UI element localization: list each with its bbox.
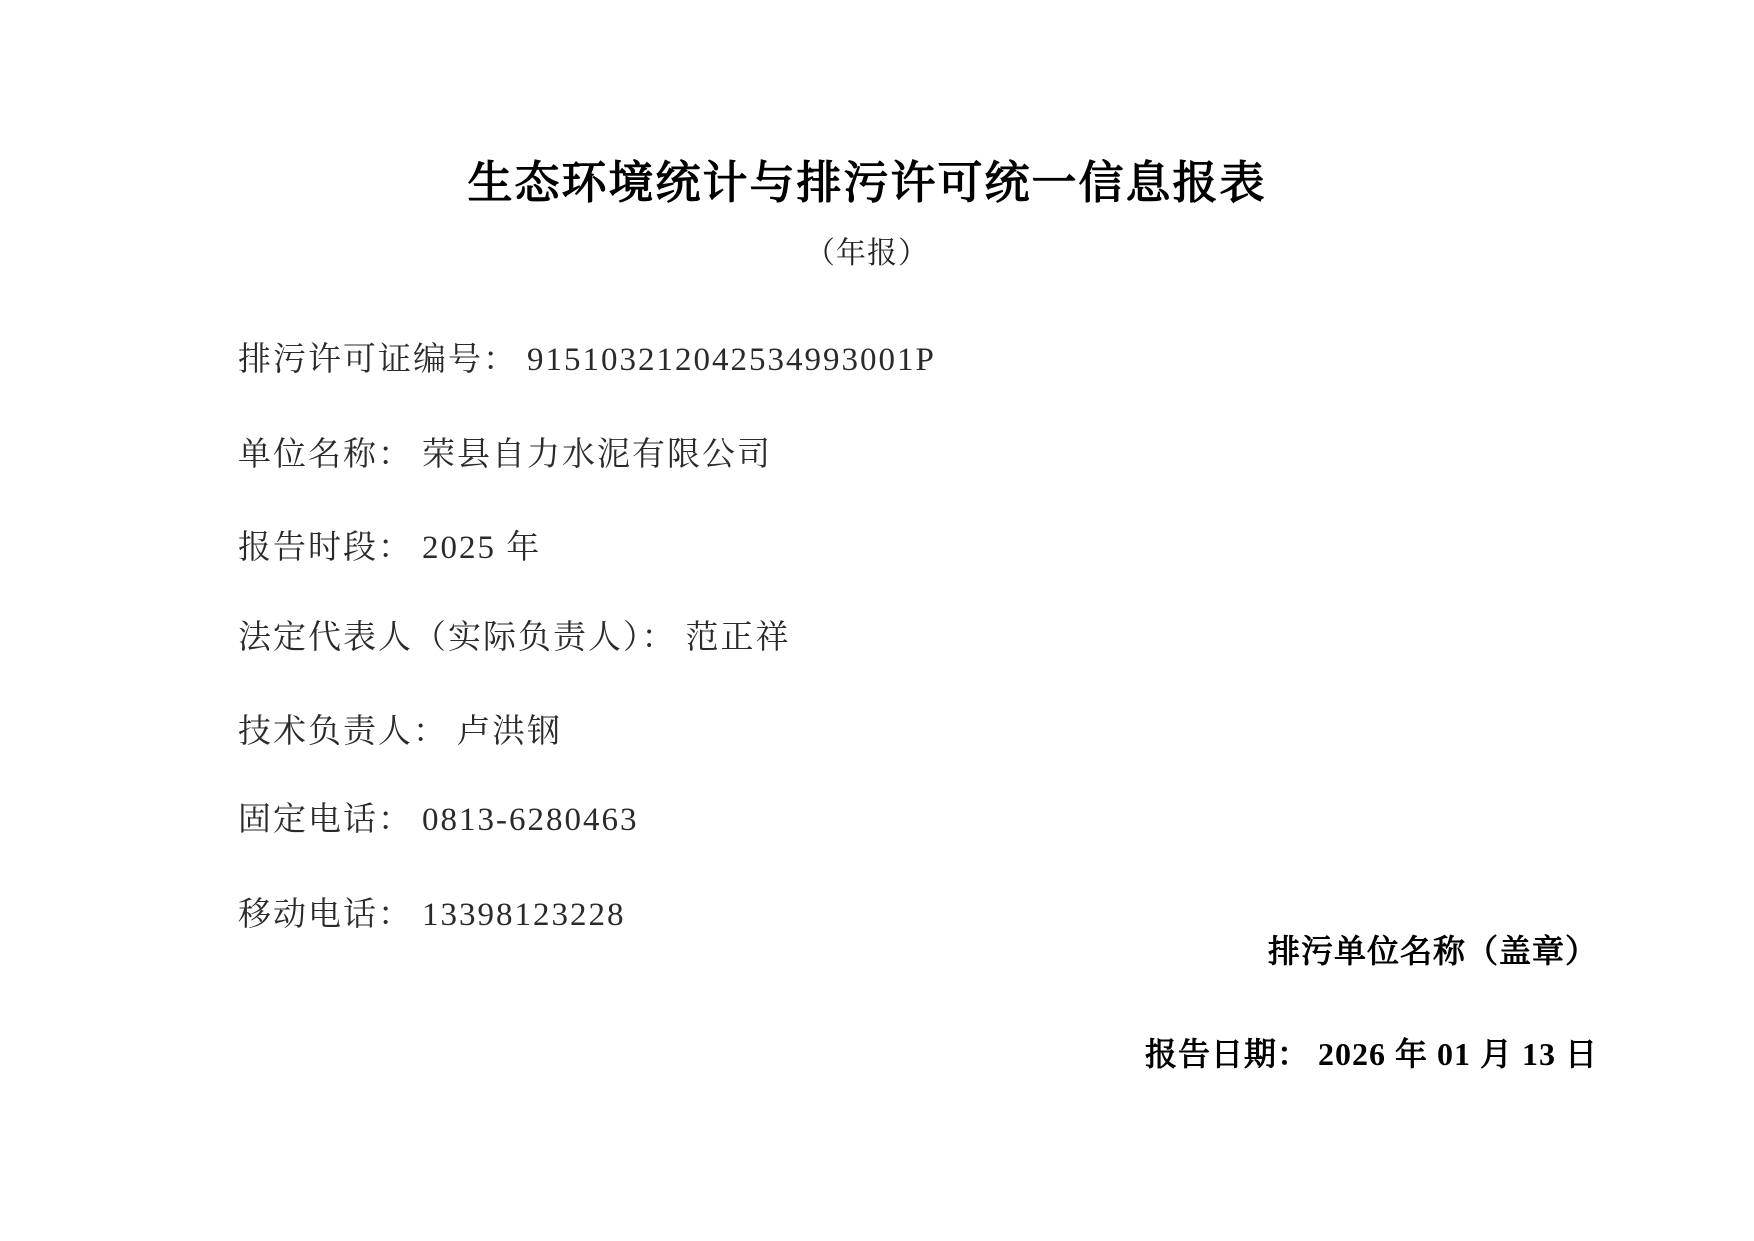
field-landline-phone-label: 固定电话：: [238, 802, 413, 838]
field-mobile-phone: [197, 855, 626, 975]
field-permit-number-value: 915103212042534993001P: [527, 342, 936, 378]
report-date-line: [1109, 992, 1598, 1112]
report-date-label: 报告日期：: [1144, 1036, 1310, 1072]
field-report-period-value: 2025 年: [422, 530, 542, 566]
field-unit-name-label: 单位名称：: [238, 437, 413, 473]
field-unit-name-value: 荣县自力水泥有限公司: [422, 437, 772, 473]
field-mobile-phone-label: 移动电话：: [238, 897, 413, 933]
page-title: 生态环境统计与排污许可统一信息报表: [467, 158, 1267, 208]
field-technical-manager-value: 卢洪钢: [457, 714, 562, 750]
page-subtitle: （年报）: [805, 237, 929, 270]
field-mobile-phone-value: 13398123228: [422, 897, 626, 933]
seal-line: 排污单位名称（盖章）: [1267, 933, 1598, 969]
field-technical-manager-label: 技术负责人：: [238, 714, 448, 750]
field-legal-representative-value: 范正祥: [685, 620, 791, 656]
field-report-period-label: 报告时段：: [238, 530, 413, 566]
field-legal-representative-label: 法定代表人（实际负责人）：: [238, 620, 677, 656]
report-date-value: 2026 年 01 月 13 日: [1317, 1036, 1598, 1072]
field-permit-number-label: 排污许可证编号：: [238, 342, 518, 378]
field-landline-phone-value: 0813-6280463: [422, 802, 639, 838]
